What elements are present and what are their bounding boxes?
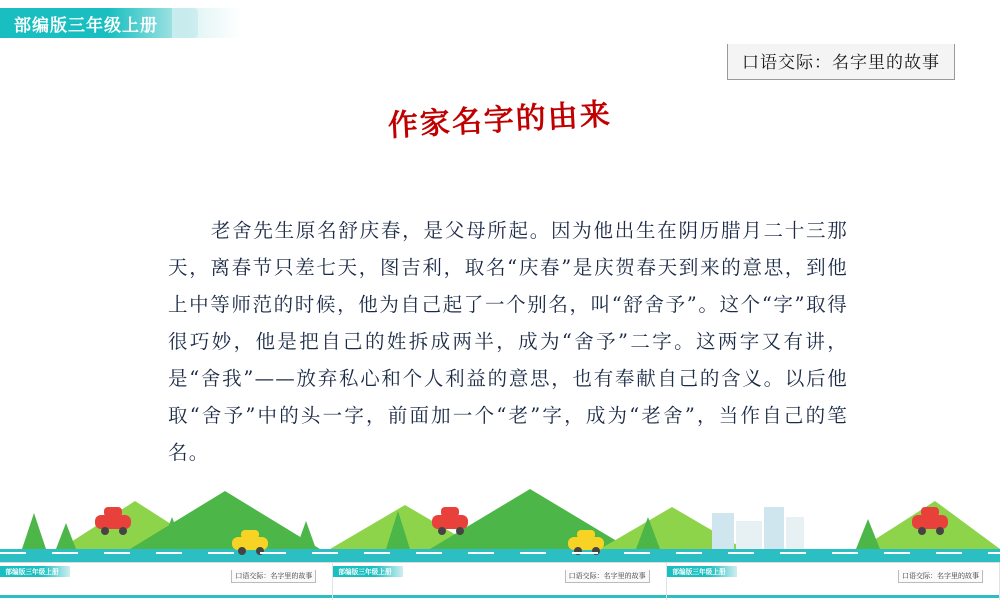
title-text: 作家名字的由来	[387, 97, 613, 144]
thumb-topic-tag: 口语交际：名字里的故事	[898, 570, 983, 583]
title-artwork	[380, 88, 620, 148]
body-paragraph: 老舍先生原名舒庆春，是父母所起。因为他出生在阴历腊月二十三那天，离春节只差七天，图吉利，取名“庆春”是庆贺春天到来的意思，到他上中等师范的时候，他为自己起了一个别名，叫“舒舍予”。这个“字”取得很巧妙，他是把自己的姓拆成两半，成为“舍予”二字。这两字又有讲，是“舍我”——放弃私心和个人利益的意思，也有奉献自己的含义。以后他取“舍予”中的头一字，前面加一个“老”字，成为“老舍”，当作自己的笔名。	[168, 219, 848, 464]
thumb-topic-tag: 口语交际：名字里的故事	[231, 570, 316, 583]
thumb-edition-label: 部编版三年级上册	[5, 568, 59, 576]
car-icon	[95, 507, 131, 535]
thumb-road-band	[667, 595, 999, 598]
thumb-road-band	[0, 595, 332, 598]
page-title	[0, 88, 1000, 153]
car-icon	[432, 507, 468, 535]
slide-thumbnail[interactable]	[0, 563, 333, 600]
edition-ribbon	[0, 8, 198, 38]
thumb-edition-label: 部编版三年级上册	[672, 568, 726, 576]
slide-thumbnail[interactable]	[667, 563, 1000, 600]
slide-thumbnail-strip[interactable]	[0, 562, 1000, 600]
car-icon	[912, 507, 948, 535]
thumb-edition-label: 部编版三年级上册	[338, 568, 392, 576]
topic-tag: 口语交际：名字里的故事	[727, 44, 955, 80]
edition-ribbon-label: 部编版三年级上册	[14, 15, 158, 35]
ribbon-fade-tail	[172, 8, 242, 38]
slide-thumbnail[interactable]	[333, 563, 666, 600]
thumb-topic-tag: 口语交际：名字里的故事	[565, 570, 650, 583]
thumb-road-band	[333, 595, 665, 598]
thumb-edition-ribbon	[667, 566, 737, 577]
road-dashes	[0, 552, 1000, 554]
thumb-edition-ribbon	[0, 566, 70, 577]
thumb-edition-ribbon	[333, 566, 403, 577]
